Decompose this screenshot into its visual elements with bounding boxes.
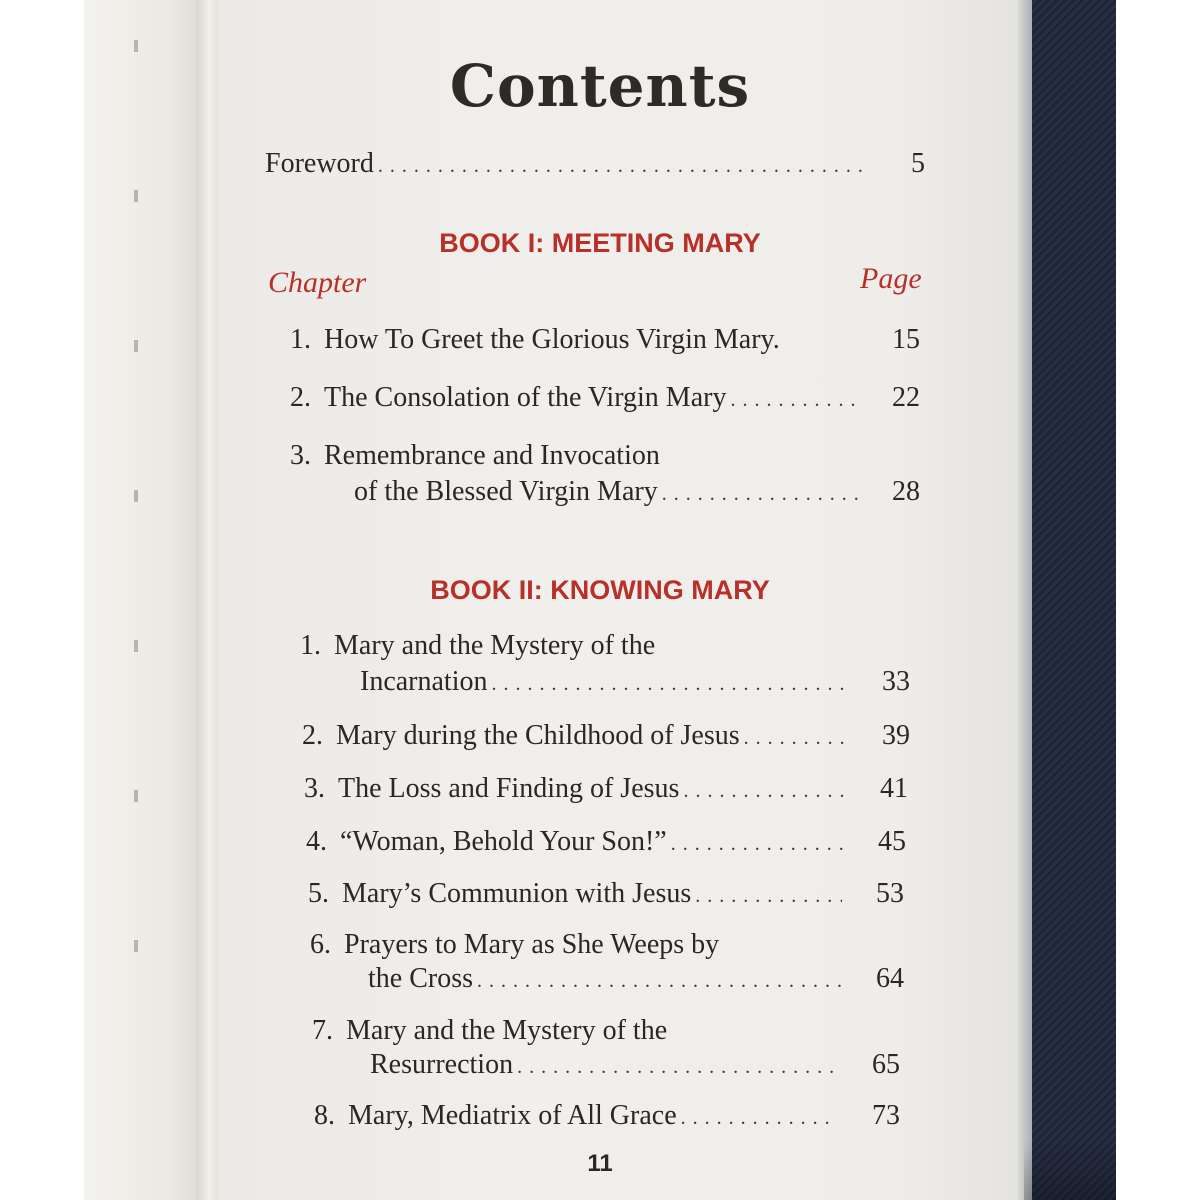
entry-page: 28 [892, 476, 920, 507]
entry-title-continued: Incarnation [360, 666, 488, 697]
entry-title-continued: the Cross [368, 963, 473, 994]
toc-entry [310, 928, 904, 998]
binding-stitch [134, 340, 138, 352]
dot-leader [671, 826, 844, 862]
entry-title: The Consolation of the Virgin Mary [324, 382, 727, 413]
entry-title: Mary, Mediatrix of All Grace [348, 1100, 677, 1131]
entry-page: 22 [892, 382, 920, 413]
toc-entry [314, 1098, 900, 1136]
dot-leader [378, 148, 863, 184]
book2-heading: BOOK II: KNOWING MARY [430, 575, 770, 605]
entry-number: 3. [290, 440, 311, 471]
entry-number: 5. [308, 878, 329, 909]
entry-number: 6. [310, 929, 331, 960]
binding-stitch [134, 190, 138, 202]
entry-title: Mary’s Communion with Jesus [342, 878, 692, 909]
entry-number: 2. [302, 720, 323, 751]
toc-entry [290, 322, 920, 358]
binding-stitch [134, 790, 138, 802]
entry-page: 41 [880, 773, 908, 804]
binding-stitch [134, 640, 138, 652]
entry-title: “Woman, Behold Your Son!” [340, 826, 667, 857]
dot-leader [662, 476, 858, 512]
entry-title: Prayers to Mary as She Weeps by [344, 929, 720, 960]
entry-title: The Loss and Finding of Jesus [338, 773, 680, 804]
entry-title-continued: Resurrection [370, 1049, 514, 1080]
dot-leader [744, 720, 848, 756]
entry-title: Remembrance and Invocation [324, 440, 660, 471]
entry-number: 1. [300, 630, 321, 661]
binding-stitch [134, 940, 138, 952]
entry-title: Mary during the Childhood of Jesus [336, 720, 740, 751]
entry-page: 33 [882, 666, 910, 697]
page-number: 11 [587, 1150, 613, 1177]
entry-page: 53 [876, 878, 904, 909]
entry-number: 7. [312, 1015, 333, 1046]
page-title: Contents [449, 52, 751, 120]
toc-entry-foreword [265, 146, 925, 184]
entry-page: 64 [876, 963, 904, 994]
entry-number: 2. [290, 382, 311, 413]
dot-leader [681, 1100, 838, 1136]
toc-entry [300, 628, 910, 702]
entry-number: 4. [306, 826, 327, 857]
entry-number: 3. [304, 773, 325, 804]
toc-entry [308, 876, 904, 914]
toc-entry [290, 438, 920, 512]
entry-page: 73 [872, 1100, 900, 1131]
dot-leader [730, 382, 858, 418]
entry-page: 65 [872, 1049, 900, 1080]
toc-entry [302, 718, 910, 756]
binding-stitch [134, 490, 138, 502]
entry-title-continued: of the Blessed Virgin Mary [354, 476, 658, 507]
toc-entry [304, 771, 908, 809]
dot-leader [683, 773, 846, 809]
toc-entry [306, 824, 906, 862]
page-column-label: Page [860, 262, 922, 295]
entry-title: Mary and the Mystery of the [334, 630, 656, 661]
entry-number: 1. [290, 324, 311, 355]
dot-leader [492, 666, 849, 702]
entry-title: Mary and the Mystery of the [346, 1015, 668, 1046]
dot-leader [477, 964, 842, 998]
entry-page: 15 [892, 324, 920, 355]
entry-title: How To Greet the Glorious Virgin Mary. [324, 324, 780, 355]
toc-entry [290, 380, 920, 418]
entry-title: Foreword [265, 148, 374, 179]
entry-number: 8. [314, 1100, 335, 1131]
entry-page: 39 [882, 720, 910, 751]
book1-heading: BOOK I: MEETING MARY [439, 228, 761, 258]
dot-leader [695, 878, 842, 914]
entry-page: 45 [878, 826, 906, 857]
dot-leader [517, 1050, 838, 1084]
toc-entry [312, 1014, 900, 1084]
binding-stitch [134, 40, 138, 52]
entry-page: 5 [911, 148, 925, 179]
chapter-column-label: Chapter [268, 266, 367, 299]
